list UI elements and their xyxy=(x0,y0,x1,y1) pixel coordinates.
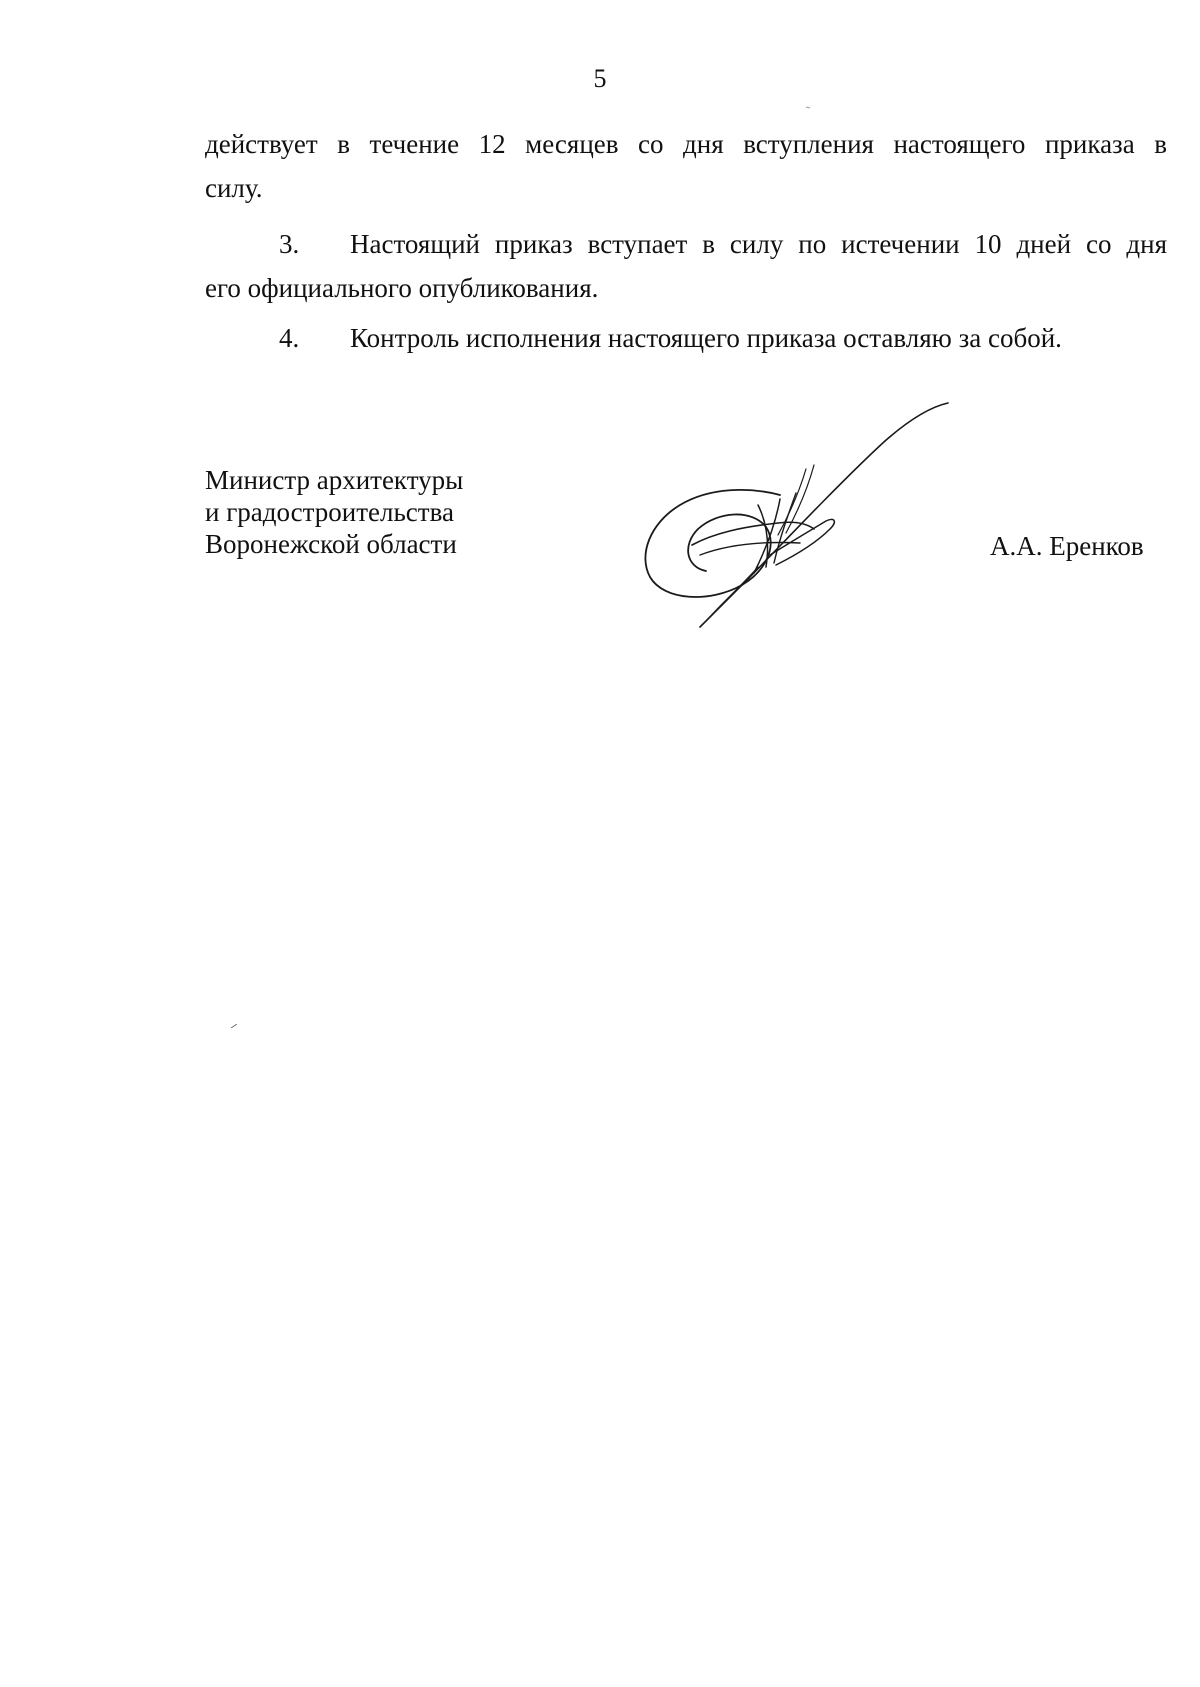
scan-speck xyxy=(806,106,810,109)
signer-title-line: и градостроительства xyxy=(205,497,454,527)
signer-name: А.А. Еренков xyxy=(990,531,1144,561)
signer-title-block xyxy=(205,464,525,560)
paragraph-continuation-end: силу. xyxy=(205,173,263,203)
item-4-text: Контроль исполнения настоящего приказа оставляю за собой. xyxy=(350,323,1062,353)
page-number: 5 xyxy=(593,64,607,93)
item-number-4: 4. xyxy=(279,323,300,353)
scan-speck xyxy=(231,1024,237,1028)
paragraph-continuation-line: действует в течение 12 месяцев со дня вступления настоящего приказа в xyxy=(205,129,1167,159)
handwritten-signature xyxy=(630,395,960,635)
item-number-3: 3. xyxy=(279,229,300,259)
item-3-text-line2: его официального опубликования. xyxy=(205,273,599,303)
signer-title-line: Воронежской области xyxy=(205,529,457,559)
item-3-text-line1: Настоящий приказ вступает в силу по истечении 10 дней со дня xyxy=(350,229,1167,259)
signer-title-line: Министр архитектуры xyxy=(205,465,464,495)
